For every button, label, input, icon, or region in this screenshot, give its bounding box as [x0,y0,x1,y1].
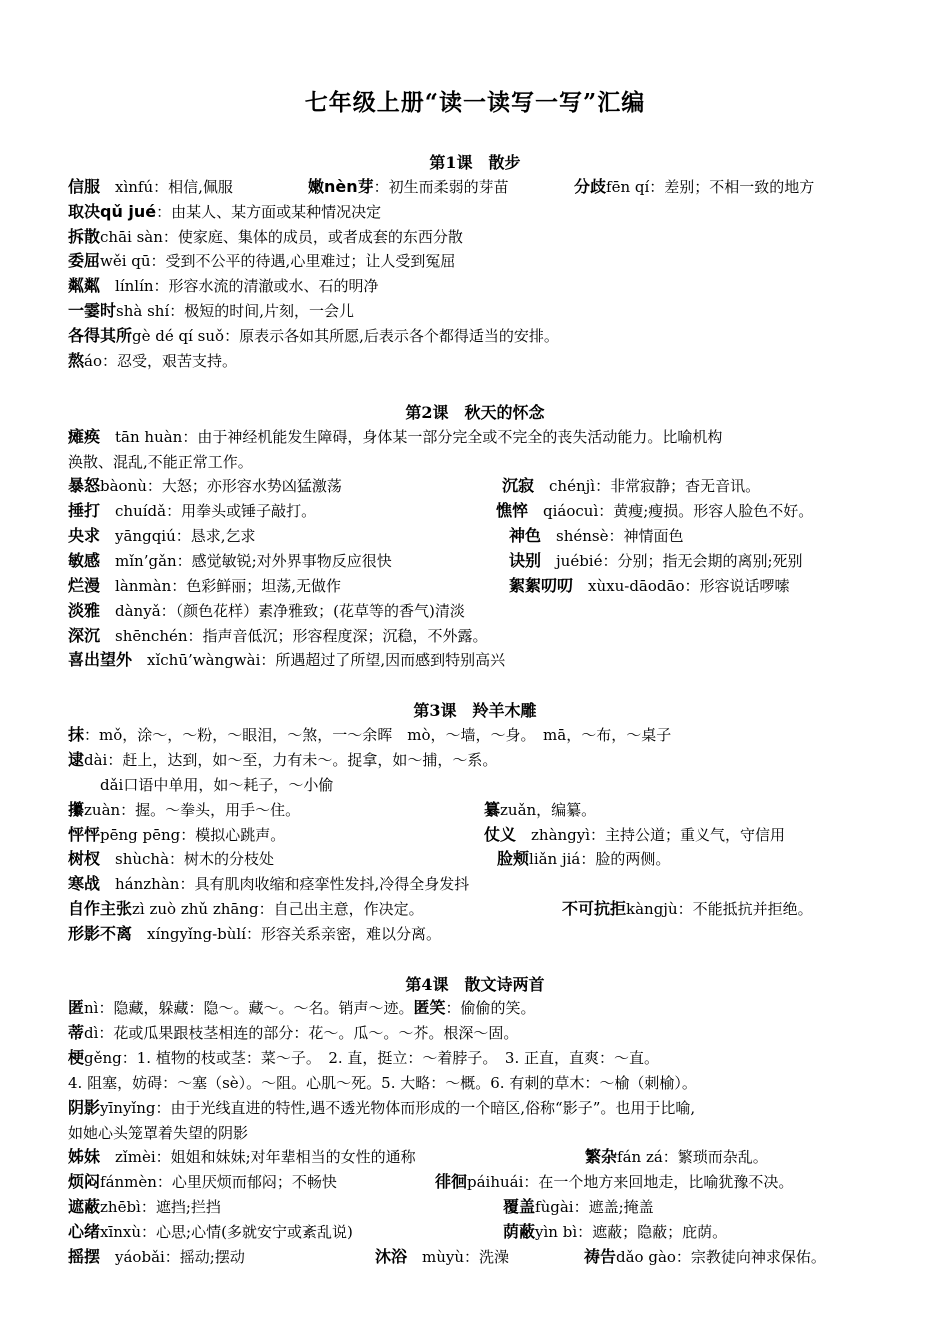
term: 神色 [509,526,542,545]
term: 分歧 [574,177,607,196]
definition: dànyǎ：（颜色花样）素净雅致；(花草等的香气)清淡 [100,602,465,620]
entry-line [584,1245,826,1269]
definition: mǐn’gǎn：感觉敏锐;对外界事物反应很快 [100,552,392,570]
definition: línlín：形容水流的清澈或水、石的明净 [100,277,379,295]
term: 瘫痪 [68,427,101,446]
entry-line [68,599,888,623]
definition: xǐchū’wàngwài：所遇超过了所望,因而感到特别高兴 [132,651,506,669]
term: 荫蔽 [503,1222,536,1241]
definition: ：偷偷的笑。 [445,999,536,1017]
definition: gè dé qí suǒ：原表示各如其所愿,后表示各个都得适当的安排。 [132,327,559,345]
definition: yīnyǐng：由于光线直进的特性,遇不透光物体而形成的一个暗区,俗称“影子”。也用于比喻, [100,1099,696,1117]
term: 捶打 [68,501,101,520]
definition: zǐmèi：姐姐和妹妹;对年辈相当的女性的通称 [100,1148,416,1166]
term: 遮蔽 [68,1197,101,1216]
definition: ：mǒ，涂～，～粉，～眼泪，～煞，一～余晖 mò，～墙，～身。 mā，～布，～桌子 [84,726,672,744]
entry-line [68,798,888,822]
term: 沉寂 [502,476,535,495]
definition: xìnfú：相信,佩服 [100,178,233,196]
term: 繁杂 [585,1147,618,1166]
term: 嫩nèn芽 [308,177,374,196]
term: 蒂 [68,1023,85,1042]
term: 阴影 [68,1098,101,1117]
entry-line [68,847,888,871]
entry-line [509,549,803,573]
entry-line [68,1046,888,1070]
entry-line [68,1121,888,1145]
entry-line [68,996,888,1020]
definition: zì zuò zhǔ zhāng：自己出主意，作决定。 [132,900,424,918]
entry-line [562,897,813,921]
term: 脸颊 [497,849,530,868]
entry-line [308,175,509,199]
entry-line [502,474,760,498]
definition: dài：赶上，达到，如～至，力有未～。捉拿，如～捕，～系。 [84,751,498,769]
entry-line [68,624,888,648]
definition: qiáocuì：黄瘦;瘦损。形容人脸色不好。 [528,502,814,520]
definition: lànmàn：色彩鲜丽；坦荡,无做作 [100,577,342,595]
term: 絮絮叨叨 [509,576,574,595]
definition: xùxu-dāodāo：形容说话啰嗦 [573,577,790,595]
page-title: 七年级上册“读一读写一写”汇编 [304,89,646,116]
definition: fùgài：遮盖;掩盖 [535,1198,654,1216]
term: 烦闷 [68,1172,101,1191]
entry-line [68,1021,888,1045]
term: 寒战 [68,874,101,893]
entry-line [68,450,888,474]
definition: yáobǎi：摇动;摆动 [100,1248,245,1266]
definition: hánzhàn：具有肌肉收缩和痉挛性发抖,冷得全身发抖 [100,875,470,893]
term: 匿 [68,998,85,1017]
term: 自作主张 [68,899,133,918]
definition: juébié：分别；指无会期的离别;死别 [541,552,803,570]
definition: páihuái：在一个地方来回地走，比喻犹豫不决。 [467,1173,794,1191]
entry-line [68,200,888,224]
entry-line [435,1170,793,1194]
entry-line [509,574,789,598]
entry-line [68,922,888,946]
term: 心绪 [68,1222,101,1241]
term: 烂漫 [68,576,101,595]
definition: yìn bì：遮蔽；隐蔽；庇荫。 [535,1223,728,1241]
term: 梗 [68,1048,85,1067]
entry-line [68,723,888,747]
definition: zuǎn，编纂。 [500,801,597,819]
definition: wěi qū：受到不公平的待遇,心里难过；让人受到冤屈 [100,252,456,270]
definition: liǎn jiá：脸的两侧。 [529,850,671,868]
entry-line [68,748,888,772]
entry-line [68,249,888,273]
term: 摇摆 [68,1247,101,1266]
definition: zhàngyì：主持公道；重义气，守信用 [516,826,786,844]
term: 央求 [68,526,101,545]
lesson-1-heading: 第1课 散步 [429,153,521,172]
entry-line [68,524,888,548]
entry-line [68,1195,888,1219]
definition: fán zá：繁琐而杂乱。 [617,1148,768,1166]
definition: zuàn：握。～拳头，用手～住。 [84,801,301,819]
definition: dì：花或瓜果跟枝茎相连的部分：花～。瓜～。～芥。根深～固。 [84,1024,519,1042]
lesson-3-heading: 第3课 羚羊木雕 [413,701,537,720]
entry-line [68,425,888,449]
entry-line [484,823,785,847]
entry-line [68,872,888,896]
term: 怦怦 [68,825,101,844]
term: 祷告 [584,1247,617,1266]
term: 各得其所 [68,326,133,345]
entry-line [484,798,596,822]
term: 仗义 [484,825,517,844]
definition: dǎo gào：宗教徒向神求保佑。 [616,1248,826,1266]
entry-line [375,1245,509,1269]
term: 敏感 [68,551,101,570]
lesson-4-heading: 第4课 散文诗两首 [405,975,545,994]
term: 纂 [484,800,501,819]
entry-line [68,274,888,298]
entry-line [574,175,814,199]
term: 喜出望外 [68,650,133,669]
definition: pēng pēng：模拟心跳声。 [100,826,286,844]
definition: tān huàn：由于神经机能发生障碍，身体某一部分完全或不完全的丧失活动能力。比喻机构 [100,428,723,446]
term: 憔悴 [496,501,529,520]
definition: 涣散、混乱,不能正常工作。 [68,453,253,471]
entry-line [585,1145,768,1169]
entry-line [68,1071,888,1095]
term: 暴怒 [68,476,101,495]
entry-line [68,225,888,249]
term: 信服 [68,177,101,196]
definition: ：由某人、某方面或某种情况决定 [156,203,382,221]
entry-line [68,299,888,323]
definition: kàngjù：不能抵抗并拒绝。 [626,900,813,918]
definition: xīnxù：心思;心情(多就安宁或紊乱说) [100,1223,353,1241]
term: 取决qǔ jué [68,202,157,221]
definition: zhēbì：遮挡;拦挡 [100,1198,221,1216]
term: 徘徊 [435,1172,468,1191]
definition: chāi sàn：使家庭、集体的成员，或者成套的东西分散 [100,228,463,246]
entry-line [68,648,888,672]
definition: shēnchén：指声音低沉；形容程度深；沉稳，不外露。 [100,627,488,645]
term: 树杈 [68,849,101,868]
term: 不可抗拒 [562,899,627,918]
definition: fēn qí：差别；不相一致的地方 [606,178,815,196]
definition: 如她心头笼罩着失望的阴影 [68,1124,249,1142]
definition: xíngyǐng-bùlí：形容关系亲密，难以分离。 [132,925,441,943]
term: 匿笑 [413,998,446,1017]
definition: shénsè：神情面色 [541,527,684,545]
entry-line [509,524,684,548]
term: 覆盖 [503,1197,536,1216]
definition: bàonù：大怒；亦形容水势凶猛激荡 [100,477,342,495]
entry-line [503,1220,727,1244]
term: 熬 [68,351,85,370]
definition: mùyù：洗澡 [407,1248,510,1266]
entry-line [503,1195,654,1219]
term: 粼粼 [68,276,101,295]
definition: shà shí：极短的时间,片刻，一会儿 [116,302,355,320]
definition: nì：隐藏，躲藏：隐～。藏～。～名。销声～迹。 [84,999,414,1017]
term: 诀别 [509,551,542,570]
definition: chénjì：非常寂静；杳无音讯。 [534,477,761,495]
entry-line [497,847,670,871]
entry-line [496,499,813,523]
term: 沐浴 [375,1247,408,1266]
definition: shùchà：树木的分枝处 [100,850,275,868]
term: 委屈 [68,251,101,270]
term: 一霎时 [68,301,117,320]
entry-line [68,324,888,348]
entry-line [68,1220,888,1244]
entry-line [68,1096,888,1120]
definition: dǎi口语中单用，如～耗子，～小偷 [100,776,334,794]
definition: chuídǎ：用拳头或锤子敲打。 [100,502,317,520]
definition: ：初生而柔弱的芽苗 [373,178,509,196]
definition: fánmèn：心里厌烦而郁闷；不畅快 [100,1173,337,1191]
term: 形影不离 [68,924,133,943]
term: 攥 [68,800,85,819]
definition: yāngqiú：恳求,乞求 [100,527,256,545]
term: 抹 [68,725,85,744]
term: 淡雅 [68,601,101,620]
entry-line [68,349,888,373]
definition: áo：忍受，艰苦支持。 [84,352,237,370]
term: 拆散 [68,227,101,246]
definition: gěng：1. 植物的枝或茎：菜～子。 2. 直，挺立：～着脖子。 3. 正直，直爽：～直。 [84,1049,659,1067]
entry-line [68,474,888,498]
entry-line [100,773,920,797]
term: 姊妹 [68,1147,101,1166]
term: 逮 [68,750,85,769]
term: 深沉 [68,626,101,645]
definition: 4. 阻塞，妨碍：～塞（sè）。～阻。心肌～死。5. 大略：～概。6. 有刺的草木：～榆（刺榆）。 [68,1074,697,1092]
lesson-2-heading: 第2课 秋天的怀念 [405,403,545,422]
